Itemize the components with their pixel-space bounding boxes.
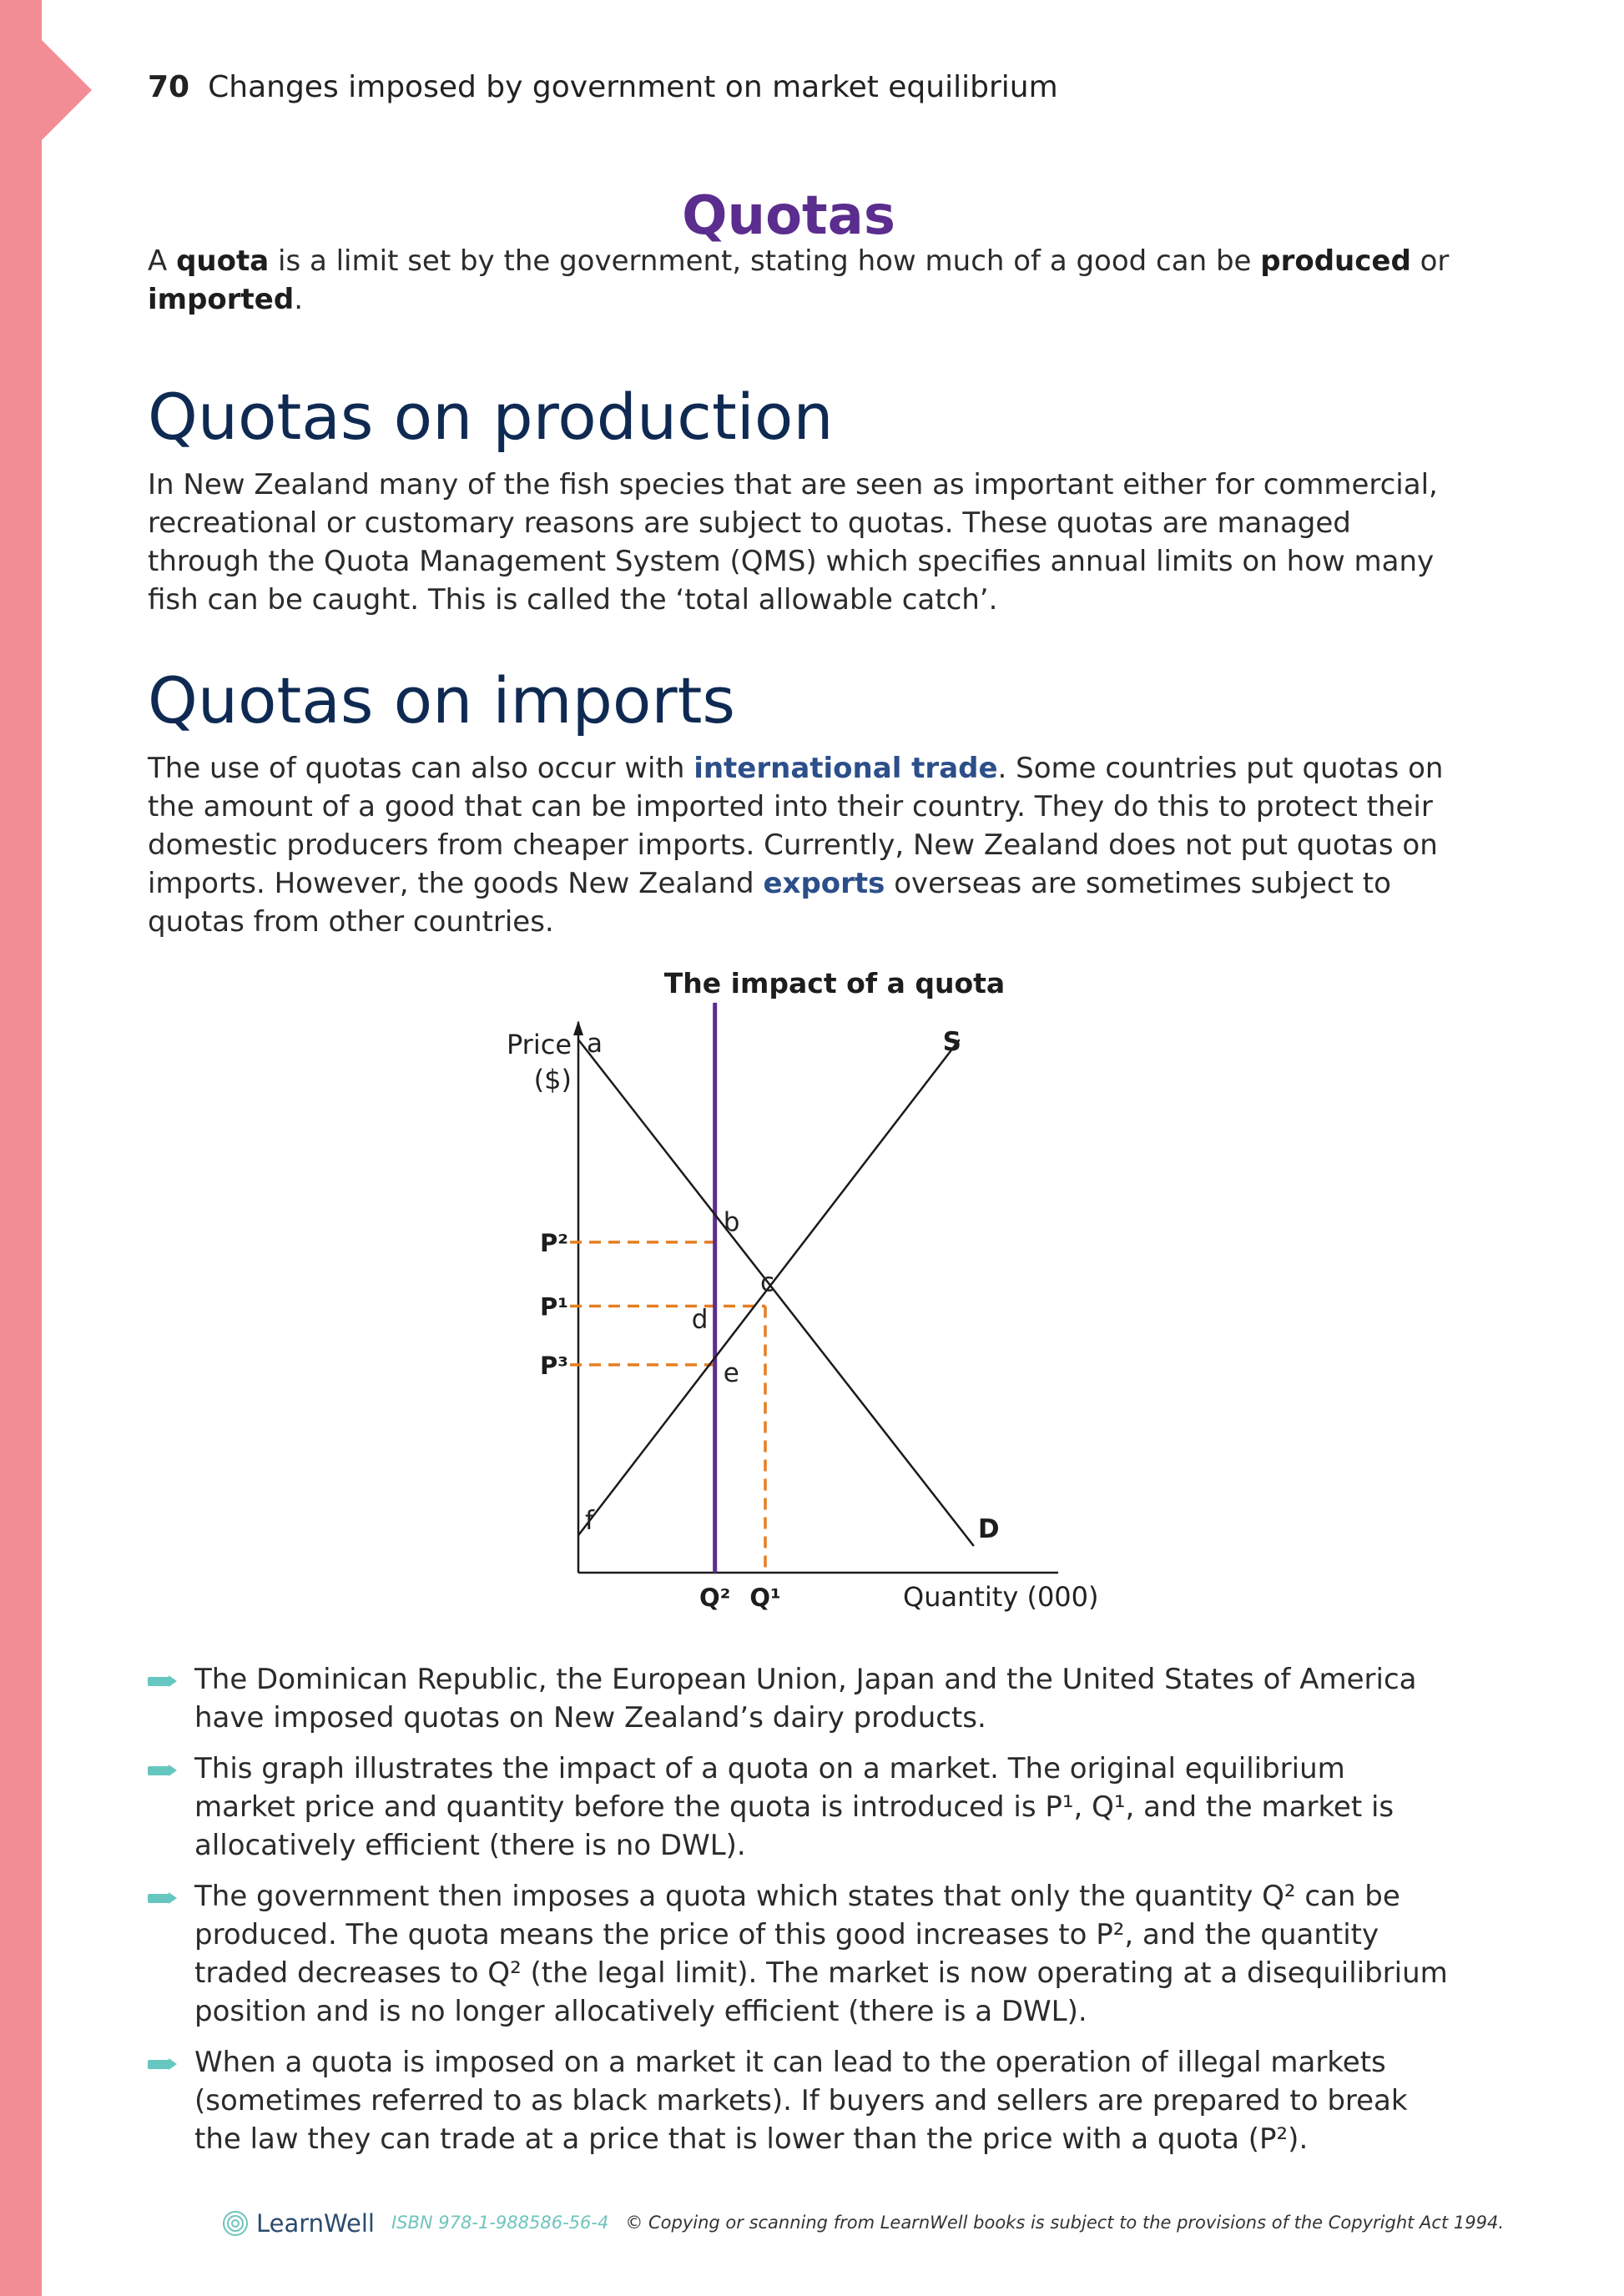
page-number: 70 xyxy=(148,70,190,104)
link-international-trade[interactable]: international trade xyxy=(693,752,998,785)
chart-title: The impact of a quota xyxy=(663,967,1006,999)
chapter-title: Changes imposed by government on market equilibrium xyxy=(208,70,1058,104)
heading-quotas-on-imports: Quotas on imports xyxy=(148,663,735,738)
bullet-arrow-icon xyxy=(148,1766,169,1775)
quantity-label: Q¹ xyxy=(749,1584,781,1612)
bullet-arrow-icon xyxy=(148,1894,169,1903)
point-label-a: a xyxy=(587,1029,603,1060)
link-exports[interactable]: exports xyxy=(763,867,885,900)
term-produced: produced xyxy=(1260,244,1411,278)
term-quota: quota xyxy=(176,244,270,278)
bullet-text: When a quota is imposed on a market it can lead to the operation of illegal markets (sometimes referred to as black markets). If buyers and sellers are prepared to break the law they can trade at a price that is lower than the price with a quota (P²). xyxy=(194,2046,1408,2156)
page-title: Quotas xyxy=(682,185,895,247)
page-tab-arrow xyxy=(42,40,92,140)
point-label-b: b xyxy=(723,1206,740,1237)
quantity-label: Q² xyxy=(699,1584,731,1612)
heading-quotas-on-production: Quotas on production xyxy=(148,380,834,454)
production-paragraph: In New Zealand many of the fish species that are seen as important either for commercial, recreational or customary reasons are subject to quotas. These quotas are managed through the Quota Management System (QMS) which specifies annual limits on how many fish can be caught. This is called the ‘total allowable catch’. xyxy=(148,468,1438,617)
side-color-strip xyxy=(0,0,42,2296)
copyright-notice: © Copying or scanning from LearnWell books is subject to the provisions of the Copyright Act 1994. xyxy=(625,2213,1504,2233)
quota-chart-svg xyxy=(467,964,1135,1631)
bullet-text: This graph illustrates the impact of a quota on a market. The original equilibrium market price and quantity before the quota is introduced is P¹, Q¹, and the market is allocatively efficient (there is no DWL). xyxy=(194,1752,1395,1862)
price-label: P² xyxy=(540,1228,568,1257)
point-label-e: e xyxy=(723,1357,739,1388)
page-header xyxy=(148,70,1058,104)
price-label: P³ xyxy=(540,1351,568,1380)
y-axis-label: Price xyxy=(506,1029,572,1060)
supply-curve-label: S xyxy=(942,1027,961,1058)
bullet-item xyxy=(148,1877,1450,2031)
intro-paragraph: A quota is a limit set by the government, stating how much of a good can be produced or imported. xyxy=(148,244,1450,316)
bullet-list xyxy=(148,1660,1450,2171)
point-label-f: f xyxy=(585,1505,594,1536)
isbn: ISBN 978-1-988586-56-4 xyxy=(391,2213,609,2233)
learnwell-logo-icon xyxy=(221,2209,250,2238)
y-axis-unit: ($) xyxy=(533,1064,572,1095)
y-axis-arrow-icon xyxy=(573,1020,583,1035)
bullet-item xyxy=(148,2043,1450,2158)
term-imported: imported xyxy=(148,283,295,316)
point-label-c: c xyxy=(760,1267,775,1298)
point-label-d: d xyxy=(691,1304,709,1335)
learnwell-logo: LearnWell xyxy=(256,2209,375,2238)
demand-curve xyxy=(578,1040,974,1546)
imports-paragraph: The use of quotas can also occur with international trade. Some countries put quotas on the amount of a good that can be imported into their country. They do this to protect their domestic producers from cheaper imports. Currently, New Zealand does not put quotas on imports. However, the goods New Zealand exports overseas are sometimes subject to quotas from other countries. xyxy=(148,752,1444,939)
bullet-item xyxy=(148,1660,1450,1737)
footer xyxy=(221,2209,1504,2238)
bullet-arrow-icon xyxy=(148,2060,169,2069)
bullet-text: The Dominican Republic, the European Union, Japan and the United States of America have imposed quotas on New Zealand’s dairy products. xyxy=(194,1663,1417,1735)
bullet-arrow-icon xyxy=(148,1677,169,1686)
quota-chart xyxy=(467,964,1135,1631)
price-label: P¹ xyxy=(540,1292,568,1322)
demand-curve-label: D xyxy=(977,1514,1000,1545)
x-axis-label: Quantity (000) xyxy=(903,1581,1099,1613)
bullet-item xyxy=(148,1750,1450,1865)
bullet-text: The government then imposes a quota which states that only the quantity Q² can be produced. The quota means the price of this good increases to P², and the quantity traded decreases to Q² (the legal limit). The market is now operating at a disequilibrium position and is no longer allocatively efficient (there is a DWL). xyxy=(194,1880,1448,2028)
